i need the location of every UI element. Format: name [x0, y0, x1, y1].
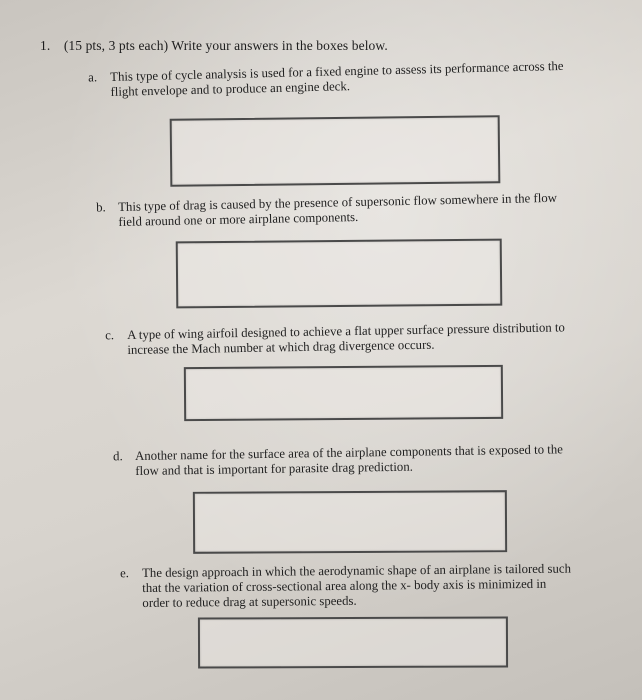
item-letter: c. — [105, 328, 115, 343]
question-item-c — [105, 320, 572, 358]
question-instructions: (15 pts, 3 pts each) Write your answers in the boxes below. — [63, 38, 388, 53]
question-item-b — [96, 190, 571, 230]
item-letter: d. — [113, 449, 123, 464]
answer-box-c[interactable] — [184, 365, 503, 421]
question-item-d — [113, 442, 575, 479]
item-prompt: This type of cycle analysis is used for a fixed engine to assess its performance across the flight envelope and to produce an engine deck. — [110, 58, 564, 99]
item-letter: e. — [120, 566, 130, 581]
answer-box-b[interactable] — [176, 239, 503, 309]
item-letter: b. — [96, 200, 106, 215]
item-prompt: The design approach in which the aerodynamic shape of an airplane is tailored such that the variation of cross-sectional area along the x- body axis is minimized in order to reduce drag at supersonic speeds. — [142, 561, 572, 610]
question-item-a — [88, 58, 571, 100]
answer-box-e[interactable] — [198, 616, 508, 668]
answer-box-d[interactable] — [193, 490, 507, 554]
question-number: 1. — [40, 38, 51, 53]
question-item-e — [120, 561, 574, 611]
item-letter: a. — [88, 70, 98, 85]
item-prompt: A type of wing airfoil designed to achieve a flat upper surface pressure distribution to increase the Mach number at which drag divergence occurs. — [127, 320, 565, 357]
item-prompt: Another name for the surface area of the airplane components that is exposed to the flow and that is important for parasite drag prediction. — [135, 442, 563, 478]
answer-box-a[interactable] — [170, 115, 501, 186]
question-header — [40, 38, 388, 54]
item-prompt: This type of drag is caused by the presence of supersonic flow somewhere in the flow field around one or more airplane components. — [118, 190, 558, 229]
